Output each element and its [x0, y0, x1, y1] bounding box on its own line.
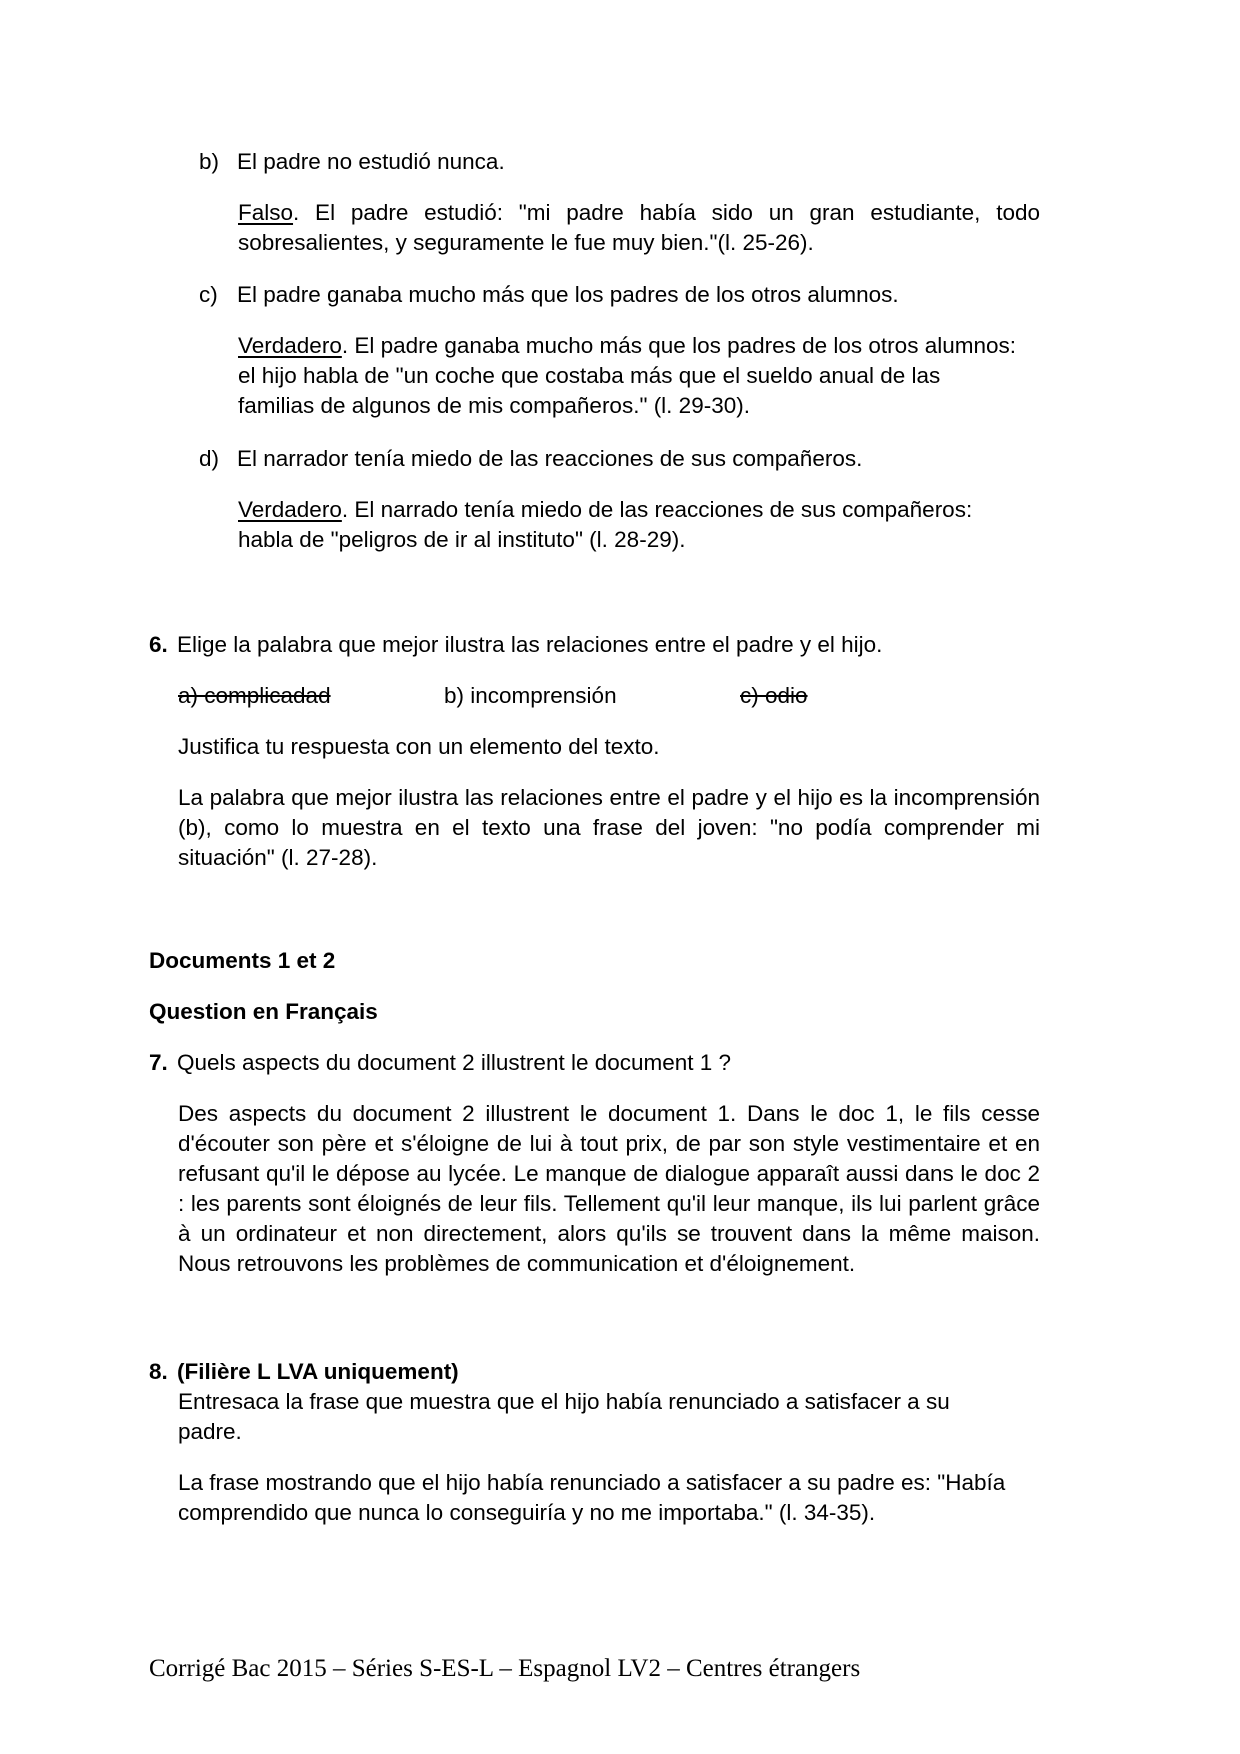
- q7-question-text: Quels aspects du document 2 illustrent le document 1 ?: [177, 1050, 732, 1075]
- q8-question: [178, 1387, 950, 1447]
- q5c-statement: [199, 280, 899, 310]
- q8-question-line: Entresaca la frase que muestra que el hijo había renunciado a satisfacer a su: [178, 1389, 950, 1414]
- q8-number: 8.: [149, 1359, 168, 1384]
- q5d-answer: [238, 495, 972, 555]
- q8-question-line: padre.: [178, 1419, 242, 1444]
- q8-title: [149, 1357, 459, 1387]
- q5b-statement-text: El padre no estudió nunca.: [237, 149, 505, 174]
- q6-option-b-text: b) incomprensión: [444, 683, 617, 708]
- q5c-verdict: Verdadero: [238, 333, 342, 358]
- section-heading: Documents 1 et 2: [149, 948, 336, 973]
- q5c-answer-line: el hijo habla de "un coche que costaba más que el sueldo anual de las: [238, 363, 941, 388]
- section-subheading: Question en Français: [149, 999, 378, 1024]
- q5b-statement: [199, 147, 505, 177]
- q8-answer: [178, 1468, 1005, 1528]
- q6-option-c: [740, 681, 808, 711]
- q8-answer-line: comprendido que nunca lo conseguiría y no me importaba." (l. 34-35).: [178, 1500, 876, 1525]
- q6-answer: La palabra que mejor ilustra las relaciones entre el padre y el hijo es la incomprensión (b), como lo muestra en el texto una frase del joven: "no podía comprender mi situación" (l. 27-28).: [178, 785, 1040, 870]
- q5b-answer: [238, 198, 1040, 258]
- q6-justify: Justifica tu respuesta con un elemento del texto.: [178, 734, 660, 759]
- q8-answer-line: La frase mostrando que el hijo había renunciado a satisfacer a su padre es: "Había: [178, 1470, 1006, 1495]
- q5c-label: c): [199, 282, 218, 307]
- q5d-label: d): [199, 446, 220, 471]
- page-footer: Corrigé Bac 2015 – Séries S-ES-L – Espagnol LV2 – Centres étrangers: [149, 1655, 861, 1682]
- q6-option-a: [178, 681, 331, 711]
- q5d-verdict: Verdadero: [238, 497, 342, 522]
- q5c-answer-line: familias de algunos de mis compañeros." (l. 29-30).: [238, 393, 750, 418]
- q5d-answer-line: habla de "peligros de ir al instituto" (l. 28-29).: [238, 527, 686, 552]
- q6-number: 6.: [149, 632, 168, 657]
- q6-question: [149, 630, 882, 660]
- q6-question-text: Elige la palabra que mejor ilustra las relaciones entre el padre y el hijo.: [177, 632, 883, 657]
- q5c-statement-text: El padre ganaba mucho más que los padres de los otros alumnos.: [237, 282, 899, 307]
- q5c-answer-line: . El padre ganaba mucho más que los padres de los otros alumnos:: [341, 333, 1016, 358]
- q5d-answer-line: . El narrado tenía miedo de las reacciones de sus compañeros:: [341, 497, 973, 522]
- q5b-answer-text: . El padre estudió: "mi padre había sido un gran estudiante, todo sobresalientes, y seguramente le fue muy bien."(l. 25-26).: [238, 200, 1040, 255]
- q8-title-text: (Filière L LVA uniquement): [177, 1359, 459, 1384]
- q5d-statement: [199, 444, 862, 474]
- q6-option-b: [444, 681, 617, 711]
- q6-option-c-text: c) odio: [740, 683, 808, 708]
- q7-number: 7.: [149, 1050, 168, 1075]
- q5b-verdict: Falso: [238, 200, 294, 225]
- q5d-statement-text: El narrador tenía miedo de las reacciones de sus compañeros.: [237, 446, 863, 471]
- q6-option-a-text: a) complicadad: [178, 683, 331, 708]
- q7-question: [149, 1048, 731, 1078]
- q5c-answer: [238, 331, 1016, 421]
- q5b-label: b): [199, 149, 220, 174]
- q7-answer: Des aspects du document 2 illustrent le document 1. Dans le doc 1, le fils cesse d'écouter son père et s'éloigne de lui à tout prix, de par son style vestimentaire et en refusant qu'il le dépose au lycée. Le manque de dialogue apparaît aussi dans le doc 2 : les parents sont éloignés de leur fils. Tellement qu'il leur manque, ils lui parlent grâce à un ordinateur et non directement, alors qu'ils se trouvent dans la même maison. Nous retrouvons les problèmes de communication et d'éloignement.: [178, 1101, 1040, 1276]
